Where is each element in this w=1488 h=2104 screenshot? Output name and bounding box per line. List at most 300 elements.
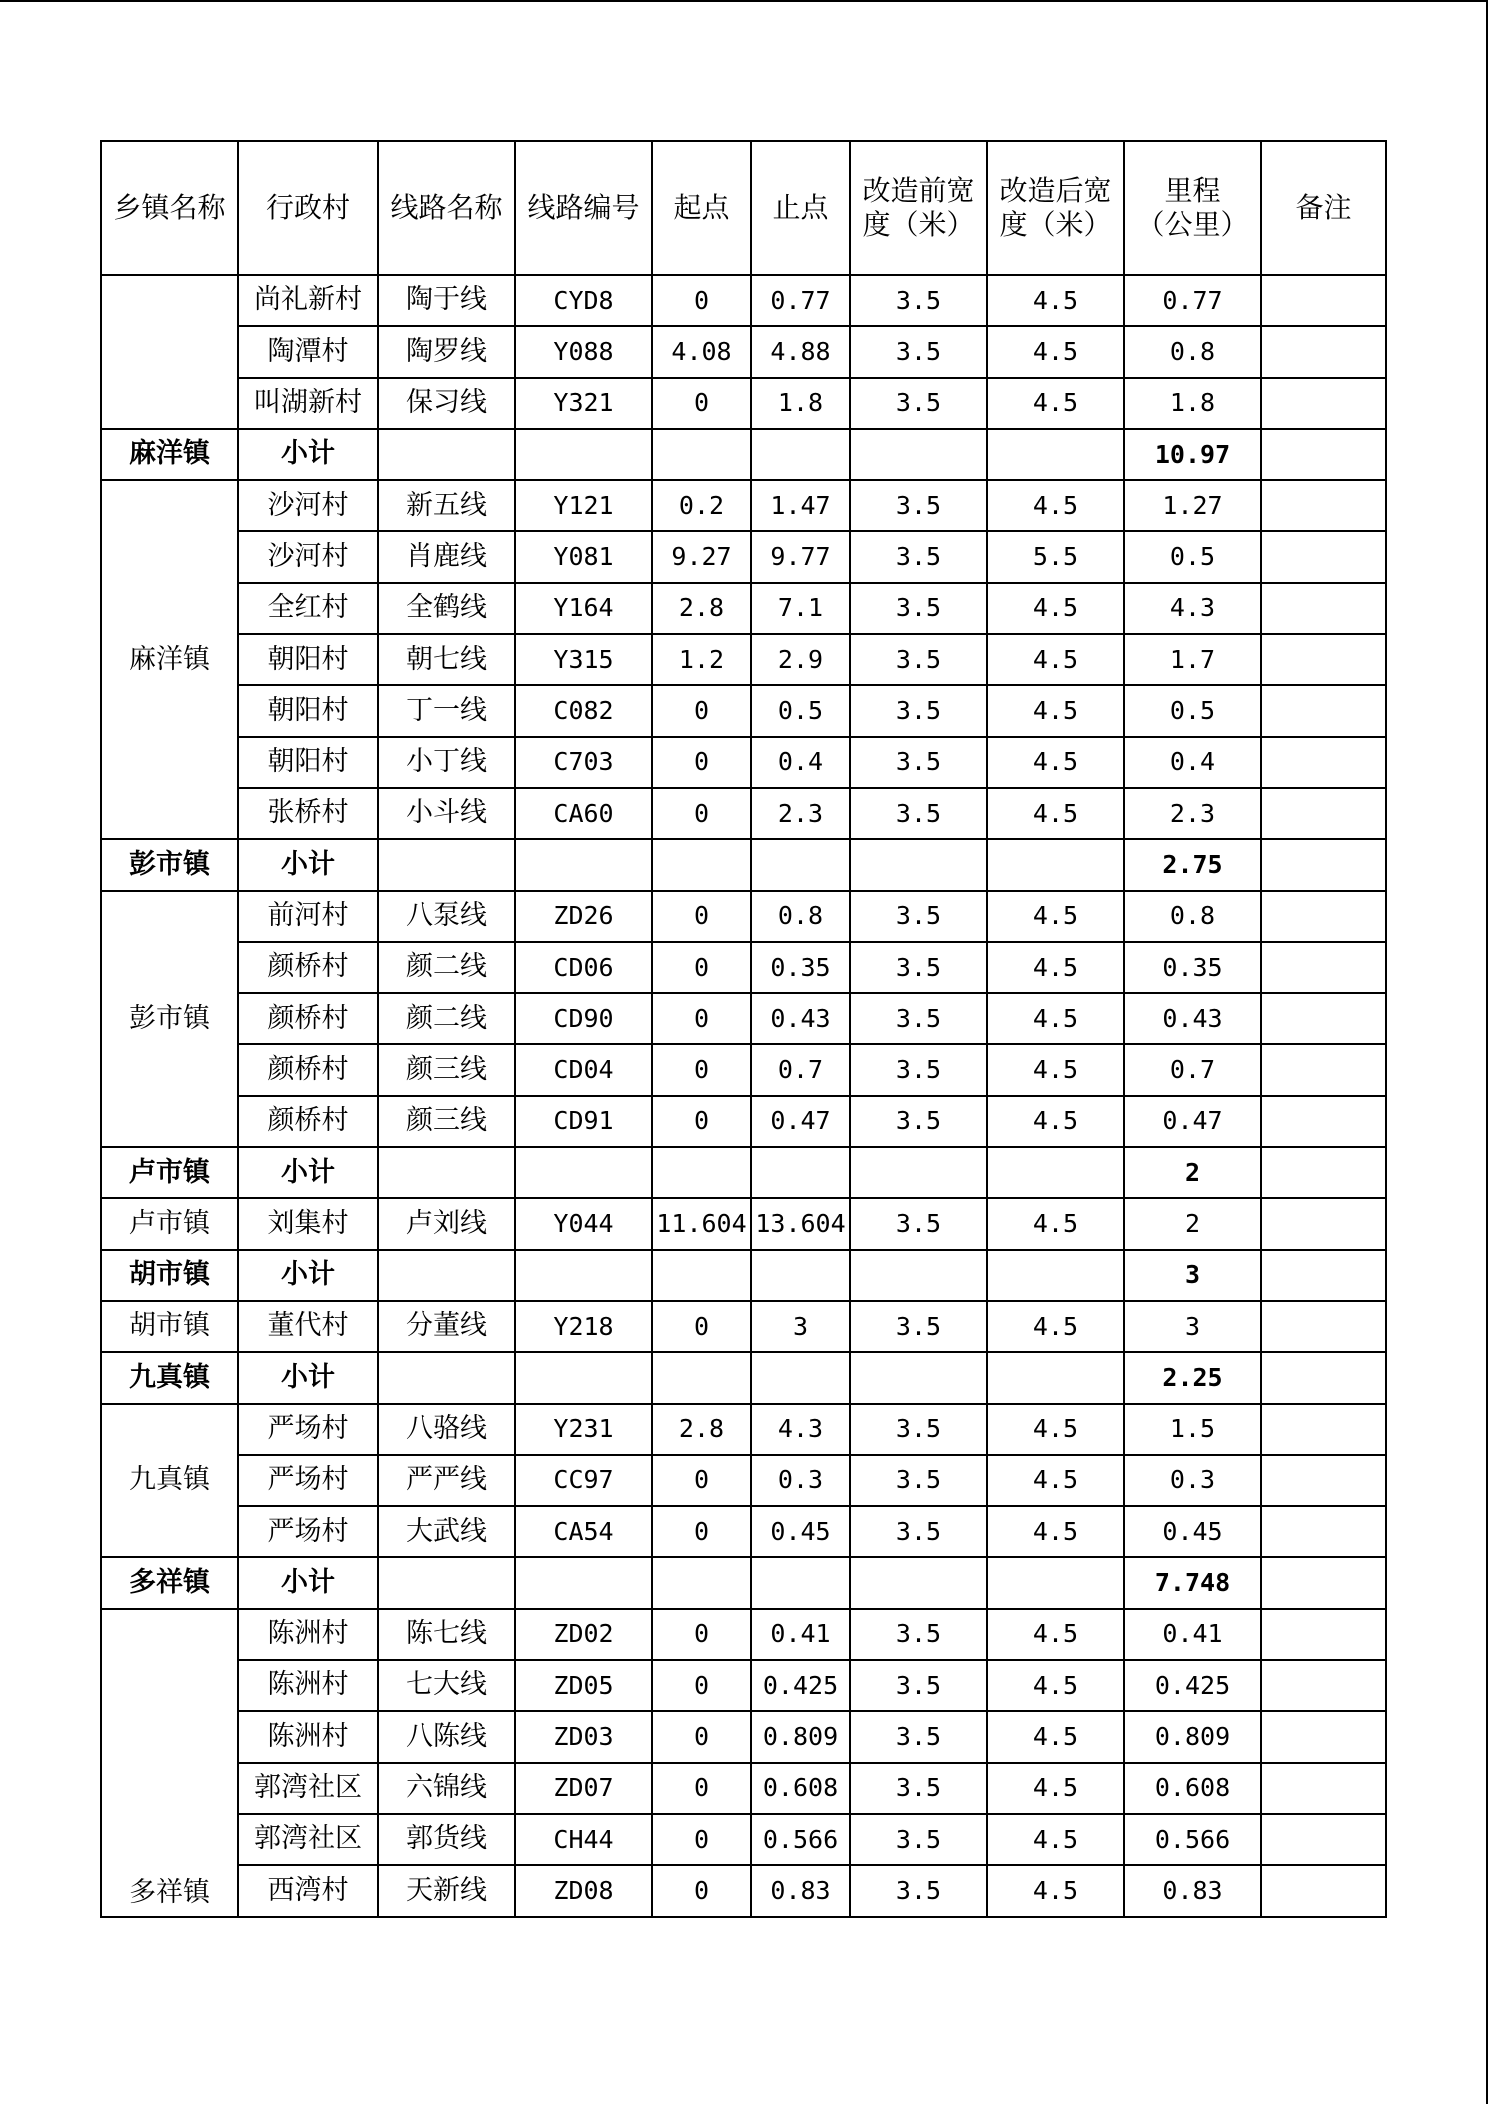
start-cell: 4.08 <box>652 326 751 377</box>
village-cell: 颜桥村 <box>238 942 378 993</box>
empty-cell <box>850 1557 987 1608</box>
line-name-cell: 肖鹿线 <box>378 531 515 582</box>
line-code-cell: Y315 <box>515 634 652 685</box>
empty-cell <box>378 429 515 480</box>
line-name-cell: 朝七线 <box>378 634 515 685</box>
empty-cell <box>515 1250 652 1301</box>
empty-cell <box>378 1147 515 1198</box>
line-code-cell: Y081 <box>515 531 652 582</box>
remarks-cell <box>1261 275 1386 326</box>
subtotal-town: 多祥镇 <box>101 1557 238 1608</box>
empty-cell <box>987 429 1124 480</box>
town-cell: 卢市镇 <box>101 1198 238 1249</box>
empty-cell <box>378 1557 515 1608</box>
subtotal-mileage: 10.97 <box>1124 429 1261 480</box>
table-row <box>101 480 1386 531</box>
start-cell: 2.8 <box>652 583 751 634</box>
width-before-cell: 3.5 <box>850 480 987 531</box>
line-code-cell: CA60 <box>515 788 652 839</box>
table-row <box>101 993 1386 1044</box>
width-before-cell: 3.5 <box>850 1198 987 1249</box>
width-before-cell: 3.5 <box>850 1506 987 1557</box>
header-town-text: 乡镇名称 <box>113 191 226 225</box>
mileage-cell: 2 <box>1124 1198 1261 1249</box>
end-cell: 4.88 <box>751 326 850 377</box>
mileage-cell: 0.5 <box>1124 685 1261 736</box>
end-cell: 0.7 <box>751 1044 850 1095</box>
remarks-cell <box>1261 1557 1386 1608</box>
width-before-cell: 3.5 <box>850 1044 987 1095</box>
mileage-cell: 4.3 <box>1124 583 1261 634</box>
line-name-cell: 丁一线 <box>378 685 515 736</box>
width-after-cell: 4.5 <box>987 942 1124 993</box>
empty-cell <box>515 1147 652 1198</box>
start-cell: 0 <box>652 275 751 326</box>
empty-cell <box>850 1352 987 1403</box>
start-cell: 0.2 <box>652 480 751 531</box>
remarks-cell <box>1261 685 1386 736</box>
start-cell: 1.2 <box>652 634 751 685</box>
subtotal-mileage: 3 <box>1124 1250 1261 1301</box>
village-cell: 沙河村 <box>238 480 378 531</box>
width-before-cell: 3.5 <box>850 1660 987 1711</box>
header-town <box>101 141 238 275</box>
town-cell <box>101 275 238 429</box>
width-before-cell: 3.5 <box>850 275 987 326</box>
start-cell: 0 <box>652 1506 751 1557</box>
empty-cell <box>850 1147 987 1198</box>
line-code-cell: ZD08 <box>515 1865 652 1916</box>
remarks-cell <box>1261 839 1386 890</box>
village-cell: 颜桥村 <box>238 1096 378 1147</box>
table-row <box>101 1865 1386 1916</box>
start-cell: 2.8 <box>652 1404 751 1455</box>
empty-cell <box>987 1250 1124 1301</box>
width-after-cell: 4.5 <box>987 993 1124 1044</box>
remarks-cell <box>1261 1609 1386 1660</box>
header-width-before <box>850 141 987 275</box>
remarks-cell <box>1261 993 1386 1044</box>
table-row <box>101 1660 1386 1711</box>
subtotal-mileage: 2.75 <box>1124 839 1261 890</box>
mileage-cell: 0.4 <box>1124 737 1261 788</box>
end-cell: 0.83 <box>751 1865 850 1916</box>
line-name-cell: 小丁线 <box>378 737 515 788</box>
table-row <box>101 1814 1386 1865</box>
village-cell: 尚礼新村 <box>238 275 378 326</box>
subtotal-town: 九真镇 <box>101 1352 238 1403</box>
line-name-cell: 陈七线 <box>378 1609 515 1660</box>
line-code-cell: CYD8 <box>515 275 652 326</box>
remarks-cell <box>1261 1711 1386 1762</box>
start-cell: 0 <box>652 737 751 788</box>
subtotal-row <box>101 1352 1386 1403</box>
width-before-cell: 3.5 <box>850 737 987 788</box>
empty-cell <box>987 1352 1124 1403</box>
mileage-cell: 1.27 <box>1124 480 1261 531</box>
width-after-cell: 4.5 <box>987 480 1124 531</box>
end-cell: 0.425 <box>751 1660 850 1711</box>
remarks-cell <box>1261 1763 1386 1814</box>
header-end <box>751 141 850 275</box>
table-row <box>101 942 1386 993</box>
width-after-cell: 4.5 <box>987 1763 1124 1814</box>
empty-cell <box>652 429 751 480</box>
village-cell: 刘集村 <box>238 1198 378 1249</box>
mileage-cell: 0.7 <box>1124 1044 1261 1095</box>
village-cell: 郭湾社区 <box>238 1814 378 1865</box>
table-row <box>101 1301 1386 1352</box>
end-cell: 0.77 <box>751 275 850 326</box>
width-before-cell: 3.5 <box>850 1301 987 1352</box>
width-before-cell: 3.5 <box>850 1711 987 1762</box>
empty-cell <box>652 1147 751 1198</box>
start-cell: 0 <box>652 891 751 942</box>
subtotal-mileage: 2 <box>1124 1147 1261 1198</box>
end-cell: 0.608 <box>751 1763 850 1814</box>
width-after-cell: 4.5 <box>987 1198 1124 1249</box>
remarks-cell <box>1261 1198 1386 1249</box>
table-row <box>101 634 1386 685</box>
width-after-cell: 4.5 <box>987 583 1124 634</box>
table-row <box>101 1455 1386 1506</box>
empty-cell <box>652 1557 751 1608</box>
mileage-cell: 0.809 <box>1124 1711 1261 1762</box>
remarks-cell <box>1261 1096 1386 1147</box>
town-cell: 胡市镇 <box>101 1301 238 1352</box>
start-cell: 0 <box>652 1660 751 1711</box>
width-after-cell: 4.5 <box>987 1865 1124 1916</box>
remarks-cell <box>1261 1301 1386 1352</box>
mileage-cell: 1.5 <box>1124 1404 1261 1455</box>
end-cell: 0.4 <box>751 737 850 788</box>
mileage-cell: 0.8 <box>1124 326 1261 377</box>
line-name-cell: 陶罗线 <box>378 326 515 377</box>
line-code-cell: ZD03 <box>515 1711 652 1762</box>
line-code-cell: CA54 <box>515 1506 652 1557</box>
line-name-cell: 六锦线 <box>378 1763 515 1814</box>
mileage-cell: 0.425 <box>1124 1660 1261 1711</box>
remarks-cell <box>1261 1814 1386 1865</box>
width-after-cell: 4.5 <box>987 788 1124 839</box>
mileage-cell: 0.45 <box>1124 1506 1261 1557</box>
village-cell: 西湾村 <box>238 1865 378 1916</box>
line-name-cell: 颜三线 <box>378 1096 515 1147</box>
village-cell: 沙河村 <box>238 531 378 582</box>
empty-cell <box>652 839 751 890</box>
width-before-cell: 3.5 <box>850 1455 987 1506</box>
line-name-cell: 颜二线 <box>378 942 515 993</box>
table-row <box>101 1404 1386 1455</box>
end-cell: 0.47 <box>751 1096 850 1147</box>
width-before-cell: 3.5 <box>850 378 987 429</box>
width-before-cell: 3.5 <box>850 1763 987 1814</box>
width-after-cell: 4.5 <box>987 1814 1124 1865</box>
village-cell: 陶潭村 <box>238 326 378 377</box>
village-cell: 叫湖新村 <box>238 378 378 429</box>
line-name-cell: 小斗线 <box>378 788 515 839</box>
width-before-cell: 3.5 <box>850 531 987 582</box>
line-name-cell: 七大线 <box>378 1660 515 1711</box>
line-name-cell: 全鹤线 <box>378 583 515 634</box>
empty-cell <box>378 1250 515 1301</box>
mileage-cell: 1.7 <box>1124 634 1261 685</box>
end-cell: 0.3 <box>751 1455 850 1506</box>
header-width-before-text: 改造前宽 <box>862 174 975 208</box>
subtotal-town: 胡市镇 <box>101 1250 238 1301</box>
header-remarks-text: 备注 <box>1295 191 1352 225</box>
line-name-cell: 八陈线 <box>378 1711 515 1762</box>
remarks-cell <box>1261 1506 1386 1557</box>
line-code-cell: Y088 <box>515 326 652 377</box>
line-name-cell: 大武线 <box>378 1506 515 1557</box>
line-code-cell: C703 <box>515 737 652 788</box>
table-row <box>101 891 1386 942</box>
width-after-cell: 4.5 <box>987 1301 1124 1352</box>
header-mileage <box>1124 141 1261 275</box>
end-cell: 1.8 <box>751 378 850 429</box>
width-after-cell: 4.5 <box>987 1506 1124 1557</box>
remarks-cell <box>1261 583 1386 634</box>
start-cell: 0 <box>652 1096 751 1147</box>
page-border-top <box>0 0 1488 2</box>
line-code-cell: Y164 <box>515 583 652 634</box>
village-cell: 陈洲村 <box>238 1609 378 1660</box>
subtotal-mileage: 2.25 <box>1124 1352 1261 1403</box>
village-cell: 陈洲村 <box>238 1660 378 1711</box>
subtotal-row <box>101 1557 1386 1608</box>
start-cell: 0 <box>652 685 751 736</box>
mileage-cell: 0.566 <box>1124 1814 1261 1865</box>
subtotal-town: 卢市镇 <box>101 1147 238 1198</box>
line-name-cell: 保习线 <box>378 378 515 429</box>
line-code-cell: CD04 <box>515 1044 652 1095</box>
start-cell: 0 <box>652 1455 751 1506</box>
table-row <box>101 378 1386 429</box>
end-cell: 0.809 <box>751 1711 850 1762</box>
empty-cell <box>850 839 987 890</box>
width-after-cell: 4.5 <box>987 737 1124 788</box>
empty-cell <box>987 839 1124 890</box>
start-cell: 0 <box>652 1865 751 1916</box>
header-mileage-text: 里程 <box>1164 174 1221 208</box>
width-after-cell: 4.5 <box>987 1455 1124 1506</box>
empty-cell <box>378 839 515 890</box>
line-code-cell: CD91 <box>515 1096 652 1147</box>
table-header-row <box>101 141 1386 275</box>
line-code-cell: Y231 <box>515 1404 652 1455</box>
table-row <box>101 1711 1386 1762</box>
header-line-code-text: 线路编号 <box>527 191 640 225</box>
start-cell: 0 <box>652 993 751 1044</box>
header-start <box>652 141 751 275</box>
header-village-text: 行政村 <box>265 191 350 225</box>
empty-cell <box>751 1557 850 1608</box>
width-before-cell: 3.5 <box>850 1404 987 1455</box>
empty-cell <box>515 839 652 890</box>
width-after-cell: 4.5 <box>987 1404 1124 1455</box>
header-mileage-text: （公里） <box>1136 208 1249 241</box>
subtotal-label: 小计 <box>238 1557 378 1608</box>
subtotal-label: 小计 <box>238 1147 378 1198</box>
line-code-cell: CD90 <box>515 993 652 1044</box>
width-before-cell: 3.5 <box>850 1096 987 1147</box>
table-body <box>101 275 1386 1917</box>
width-after-cell: 4.5 <box>987 1609 1124 1660</box>
village-cell: 严场村 <box>238 1404 378 1455</box>
line-name-cell: 八泵线 <box>378 891 515 942</box>
remarks-cell <box>1261 429 1386 480</box>
village-cell: 陈洲村 <box>238 1711 378 1762</box>
line-code-cell: ZD26 <box>515 891 652 942</box>
end-cell: 0.41 <box>751 1609 850 1660</box>
start-cell: 0 <box>652 1711 751 1762</box>
empty-cell <box>515 1557 652 1608</box>
width-before-cell: 3.5 <box>850 891 987 942</box>
remarks-cell <box>1261 1044 1386 1095</box>
remarks-cell <box>1261 891 1386 942</box>
start-cell: 11.604 <box>652 1198 751 1249</box>
header-width-after-text: 度（米） <box>999 208 1112 241</box>
empty-cell <box>850 429 987 480</box>
remarks-cell <box>1261 942 1386 993</box>
header-width-after <box>987 141 1124 275</box>
town-cell: 九真镇 <box>101 1404 238 1558</box>
village-cell: 严场村 <box>238 1506 378 1557</box>
width-after-cell: 4.5 <box>987 378 1124 429</box>
width-after-cell: 4.5 <box>987 1044 1124 1095</box>
header-remarks <box>1261 141 1386 275</box>
table-row <box>101 1198 1386 1249</box>
end-cell: 7.1 <box>751 583 850 634</box>
village-cell: 朝阳村 <box>238 685 378 736</box>
end-cell: 0.5 <box>751 685 850 736</box>
subtotal-row <box>101 429 1386 480</box>
end-cell: 2.3 <box>751 788 850 839</box>
subtotal-label: 小计 <box>238 429 378 480</box>
width-after-cell: 4.5 <box>987 634 1124 685</box>
remarks-cell <box>1261 737 1386 788</box>
mileage-cell: 1.8 <box>1124 378 1261 429</box>
line-name-cell: 天新线 <box>378 1865 515 1916</box>
width-before-cell: 3.5 <box>850 788 987 839</box>
width-before-cell: 3.5 <box>850 1609 987 1660</box>
road-upgrade-table <box>100 140 1387 1918</box>
empty-cell <box>751 1250 850 1301</box>
table-row <box>101 788 1386 839</box>
village-cell: 严场村 <box>238 1455 378 1506</box>
line-code-cell: ZD02 <box>515 1609 652 1660</box>
start-cell: 0 <box>652 1301 751 1352</box>
village-cell: 张桥村 <box>238 788 378 839</box>
remarks-cell <box>1261 1147 1386 1198</box>
empty-cell <box>378 1352 515 1403</box>
line-name-cell: 八骆线 <box>378 1404 515 1455</box>
remarks-cell <box>1261 480 1386 531</box>
table-row <box>101 685 1386 736</box>
mileage-cell: 0.35 <box>1124 942 1261 993</box>
empty-cell <box>652 1352 751 1403</box>
subtotal-town: 彭市镇 <box>101 839 238 890</box>
subtotal-label: 小计 <box>238 1352 378 1403</box>
header-start-text: 起点 <box>673 191 730 225</box>
header-village <box>238 141 378 275</box>
start-cell: 0 <box>652 1044 751 1095</box>
remarks-cell <box>1261 1352 1386 1403</box>
start-cell: 0 <box>652 378 751 429</box>
end-cell: 4.3 <box>751 1404 850 1455</box>
mileage-cell: 0.608 <box>1124 1763 1261 1814</box>
mileage-cell: 2.3 <box>1124 788 1261 839</box>
mileage-cell: 0.77 <box>1124 275 1261 326</box>
empty-cell <box>987 1557 1124 1608</box>
end-cell: 0.35 <box>751 942 850 993</box>
table-row <box>101 1763 1386 1814</box>
remarks-cell <box>1261 378 1386 429</box>
village-cell: 全红村 <box>238 583 378 634</box>
line-name-cell: 颜三线 <box>378 1044 515 1095</box>
line-code-cell: ZD07 <box>515 1763 652 1814</box>
line-name-cell: 陶于线 <box>378 275 515 326</box>
line-name-cell: 新五线 <box>378 480 515 531</box>
remarks-cell <box>1261 634 1386 685</box>
mileage-cell: 0.43 <box>1124 993 1261 1044</box>
empty-cell <box>751 839 850 890</box>
end-cell: 1.47 <box>751 480 850 531</box>
mileage-cell: 0.41 <box>1124 1609 1261 1660</box>
table-row <box>101 531 1386 582</box>
table-row <box>101 275 1386 326</box>
subtotal-label: 小计 <box>238 1250 378 1301</box>
subtotal-row <box>101 1147 1386 1198</box>
town-cell: 麻洋镇 <box>101 480 238 839</box>
start-cell: 0 <box>652 788 751 839</box>
table-row <box>101 1609 1386 1660</box>
width-after-cell: 4.5 <box>987 1096 1124 1147</box>
empty-cell <box>751 1352 850 1403</box>
line-code-cell: Y044 <box>515 1198 652 1249</box>
empty-cell <box>515 429 652 480</box>
table-row <box>101 1096 1386 1147</box>
table-row <box>101 1044 1386 1095</box>
start-cell: 0 <box>652 1814 751 1865</box>
end-cell: 3 <box>751 1301 850 1352</box>
end-cell: 2.9 <box>751 634 850 685</box>
line-code-cell: Y121 <box>515 480 652 531</box>
width-after-cell: 4.5 <box>987 1660 1124 1711</box>
line-name-cell: 卢刘线 <box>378 1198 515 1249</box>
line-name-cell: 严严线 <box>378 1455 515 1506</box>
remarks-cell <box>1261 1404 1386 1455</box>
village-cell: 颜桥村 <box>238 1044 378 1095</box>
empty-cell <box>751 1147 850 1198</box>
mileage-cell: 0.5 <box>1124 531 1261 582</box>
line-name-cell: 颜二线 <box>378 993 515 1044</box>
width-before-cell: 3.5 <box>850 1814 987 1865</box>
line-code-cell: ZD05 <box>515 1660 652 1711</box>
header-width-before-text: 度（米） <box>862 208 975 241</box>
header-line-name-text: 线路名称 <box>390 191 503 225</box>
mileage-cell: 3 <box>1124 1301 1261 1352</box>
line-code-cell: Y218 <box>515 1301 652 1352</box>
village-cell: 前河村 <box>238 891 378 942</box>
mileage-cell: 0.47 <box>1124 1096 1261 1147</box>
subtotal-mileage: 7.748 <box>1124 1557 1261 1608</box>
line-name-cell: 郭货线 <box>378 1814 515 1865</box>
end-cell: 0.8 <box>751 891 850 942</box>
remarks-cell <box>1261 1865 1386 1916</box>
village-cell: 颜桥村 <box>238 993 378 1044</box>
